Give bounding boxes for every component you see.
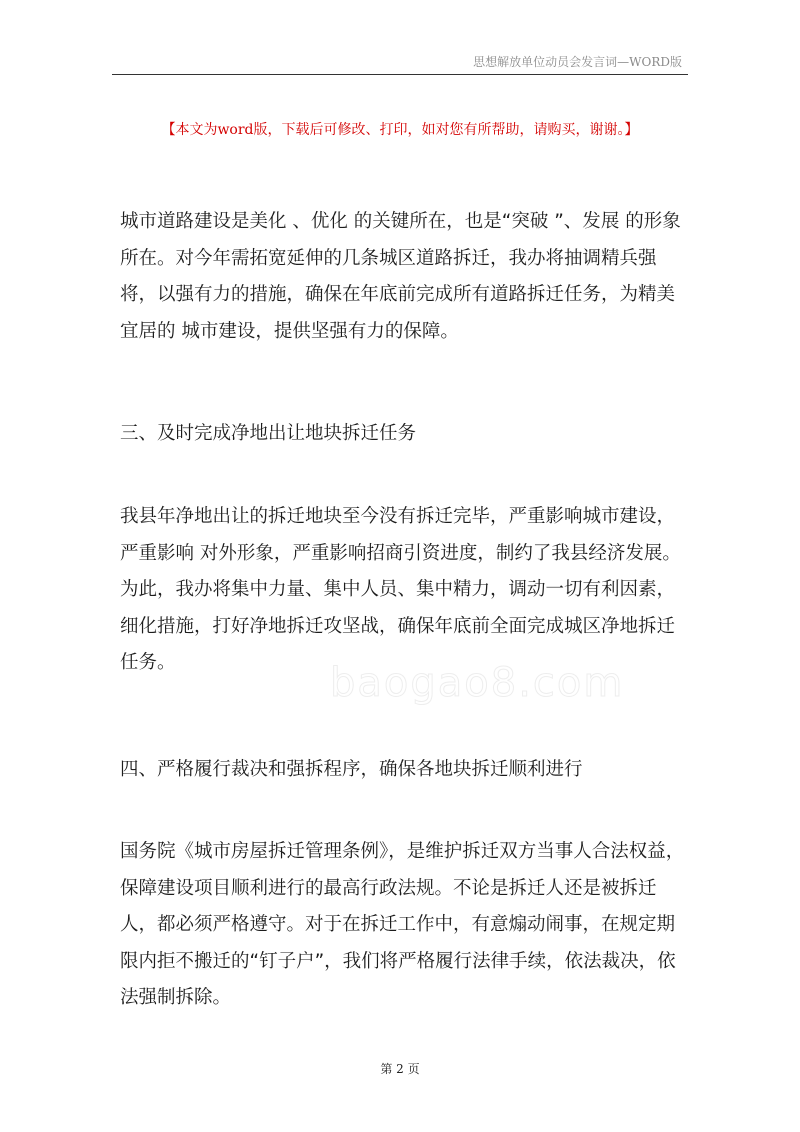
- paragraph-land-clearance: 我县年净地出让的拆迁地块至今没有拆迁完毕，严重影响城市建设，严重影响 对外形象，严重影响招商引资进度，制约了我县经济发展。为此，我办将集中力量、集中人员、集中精力，调动一切有利因素，细化措施，打好净地拆迁攻坚战，确保年底前全面完成城区净地拆迁任务。: [120, 506, 681, 673]
- header-title: 思想解放单位动员会发言词—WORD版: [473, 55, 682, 69]
- header-divider: [112, 74, 688, 75]
- watermark: baogao8.com: [330, 660, 625, 706]
- paragraph-road-construction: 城市道路建设是美化 、优化 的关键所在，也是“突破 ”、发展 的形象所在。对今年需拓宽延伸的几条城区道路拆迁，我办将抽调精兵强将，以强有力的措施，确保在年底前完成所有道路拆迁任务，为精美宜居的 城市建设，提供坚强有力的保障。: [120, 211, 681, 342]
- section-heading-4: 四、严格履行裁决和强拆程序，确保各地块拆迁顺利进行: [120, 759, 583, 780]
- paragraph-regulations: 国务院《城市房屋拆迁管理条例》，是维护拆迁双方当事人合法权益，保障建设项目顺利进行的最高行政法规。不论是拆迁人还是被拆迁人，都必须严格遵守。对于在拆迁工作中，有意煽动闹事，在规定期限内拒不搬迁的“钉子户”，我们将严格履行法律手续，依法裁决，依法强制拆除。: [120, 841, 685, 1008]
- section-heading-3: 三、及时完成净地出让地块拆迁任务: [120, 423, 417, 444]
- red-notice: 【本文为word版，下载后可修改、打印，如对您有所帮助，请购买，谢谢。】: [161, 122, 639, 138]
- page-number: 第 2 页: [380, 1062, 420, 1076]
